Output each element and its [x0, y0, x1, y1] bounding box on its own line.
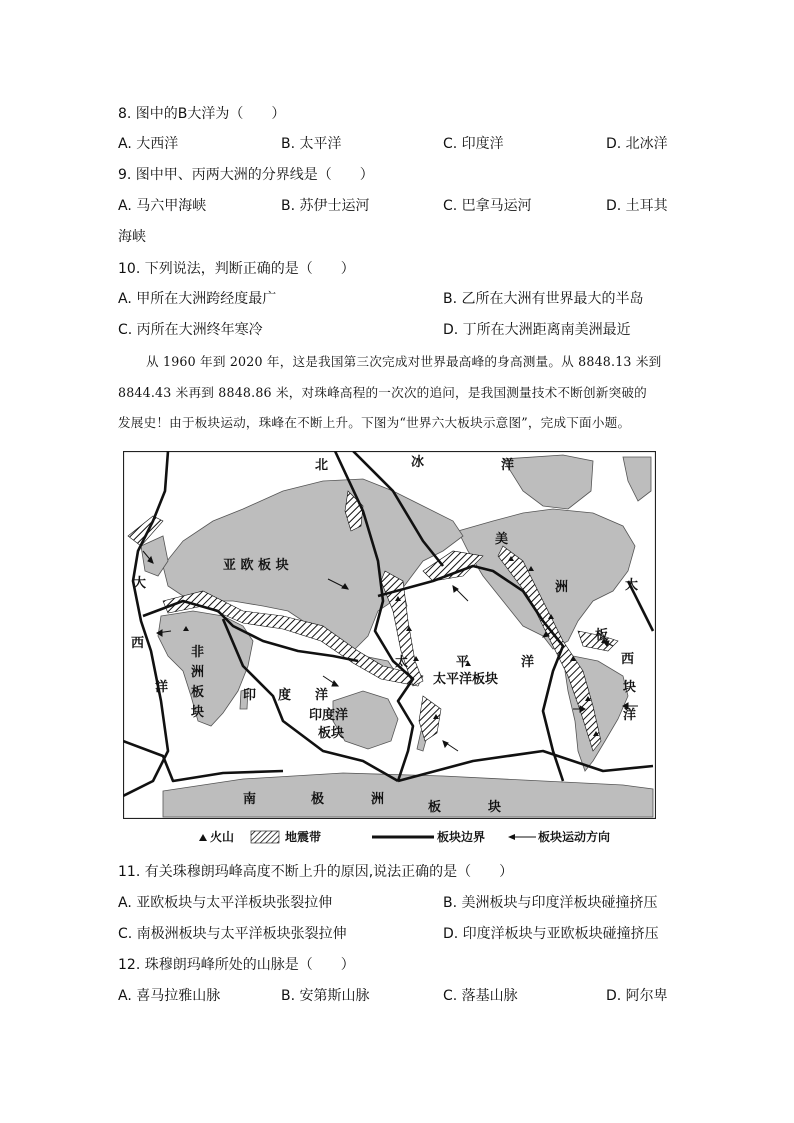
label-fei: 非 [191, 645, 205, 660]
q11-option-a: A. 亚欧板块与太平洋板块张裂拉伸 [118, 895, 333, 911]
q9-option-b: B. 苏伊士运河 [281, 198, 370, 214]
label-da-west: 大 [133, 576, 147, 591]
label-bing: 冰 [411, 455, 425, 470]
passage-line-1: 从 1960 年到 2020 年，这是我国第三次完成对世界最高峰的身高测量。从 8848.13 米到 [146, 354, 662, 369]
q12-option-a: A. 喜马拉雅山脉 [118, 988, 221, 1004]
label-ban-am: 板 [595, 628, 609, 643]
label-ban-an: 板 [428, 800, 442, 815]
legend-boundary-icon [372, 830, 434, 844]
q10-option-b: B. 乙所在大洲有世界最大的半岛 [443, 291, 644, 307]
label-kuai-am: 块 [623, 680, 637, 695]
label-yang-west: 洋 [155, 680, 169, 695]
label-da-east: 大 [625, 578, 639, 593]
q9-option-a: A. 马六甲海峡 [118, 198, 207, 214]
q11-option-d: D. 印度洋板块与亚欧板块碰撞挤压 [443, 926, 659, 942]
q8-option-d: D. 北冰洋 [606, 136, 668, 152]
q8-option-a: A. 大西洋 [118, 136, 179, 152]
q8-stem: 8. 图中的B大洋为（ ） [118, 106, 286, 122]
label-yang-io: 洋 [315, 688, 329, 703]
label-yin: 印 [243, 688, 257, 703]
legend-volcano-label: 火山 [210, 830, 235, 844]
legend-motion-icon [506, 830, 536, 844]
q9-option-d: D. 土耳其 [606, 198, 668, 214]
q10-option-d: D. 丁所在大洲距离南美洲最近 [443, 322, 631, 338]
label-ji: 极 [311, 792, 325, 807]
q12-option-b: B. 安第斯山脉 [281, 988, 370, 1004]
q12-option-d: D. 阿尔卑 [606, 988, 668, 1004]
q11-stem: 11. 有关珠穆朗玛峰高度不断上升的原因,说法正确的是（ ） [118, 864, 514, 880]
label-mei: 美 [495, 532, 509, 547]
plate-map [123, 451, 656, 819]
label-indian-ocean-plate: 印度洋 [309, 708, 349, 723]
q11-option-c: C. 南极洲板块与太平洋板块张裂拉伸 [118, 926, 347, 942]
label-xi-west: 西 [131, 636, 145, 651]
legend-quake-label: 地震带 [285, 830, 322, 844]
label-du: 度 [278, 688, 292, 703]
label-yang-north: 洋 [501, 458, 515, 473]
q10-option-a: A. 甲所在大洲跨经度最广 [118, 291, 277, 307]
q12-stem: 12. 珠穆朗玛峰所处的山脉是（ ） [118, 957, 355, 973]
label-ban-af: 板 [191, 685, 205, 700]
legend-motion-label: 板块运动方向 [538, 830, 611, 844]
legend-boundary-label: 板块边界 [437, 830, 486, 844]
q9-option-c: C. 巴拿马运河 [443, 198, 532, 214]
label-zhou-am: 洲 [555, 580, 569, 595]
label-bei: 北 [315, 458, 329, 473]
label-pacific-plate: 太平洋板块 [433, 672, 499, 687]
label-yang-east: 洋 [623, 708, 637, 723]
label-zhou-an: 洲 [371, 792, 385, 807]
q8-option-b: B. 太平洋 [281, 136, 342, 152]
label-xi-east: 西 [621, 652, 635, 667]
label-kuai-an: 块 [488, 800, 502, 815]
label-indian-ocean-plate-2: 板块 [318, 726, 345, 741]
label-yang-pacific: 洋 [521, 655, 535, 670]
label-zhou-af: 洲 [191, 665, 205, 680]
label-eurasian-plate: 亚 欧 板 块 [223, 558, 289, 573]
legend-volcano-icon [198, 831, 208, 843]
q9-option-d-continued: 海峡 [118, 229, 146, 245]
q10-option-c: C. 丙所在大洲终年寒冷 [118, 322, 263, 338]
q12-option-c: C. 落基山脉 [443, 988, 518, 1004]
label-nan: 南 [243, 792, 257, 807]
passage-line-2: 8844.43 米再到 8848.86 米，对珠峰高程的一次次的追问，是我国测量技术不断创新突破的 [118, 385, 647, 400]
label-tai: 太 [395, 655, 409, 670]
q9-stem: 9. 图中甲、丙两大洲的分界线是（ ） [118, 167, 374, 183]
legend-quake-icon [250, 830, 280, 844]
q11-option-b: B. 美洲板块与印度洋板块碰撞挤压 [443, 895, 658, 911]
q10-stem: 10. 下列说法，判断正确的是（ ） [118, 261, 355, 277]
label-ping: 平 [456, 655, 470, 670]
label-kuai-af: 块 [191, 705, 205, 720]
passage-line-3: 发展史！由于板块运动，珠峰在不断上升。下图为“世界六大板块示意图”，完成下面小题。 [118, 415, 631, 430]
q8-option-c: C. 印度洋 [443, 136, 504, 152]
